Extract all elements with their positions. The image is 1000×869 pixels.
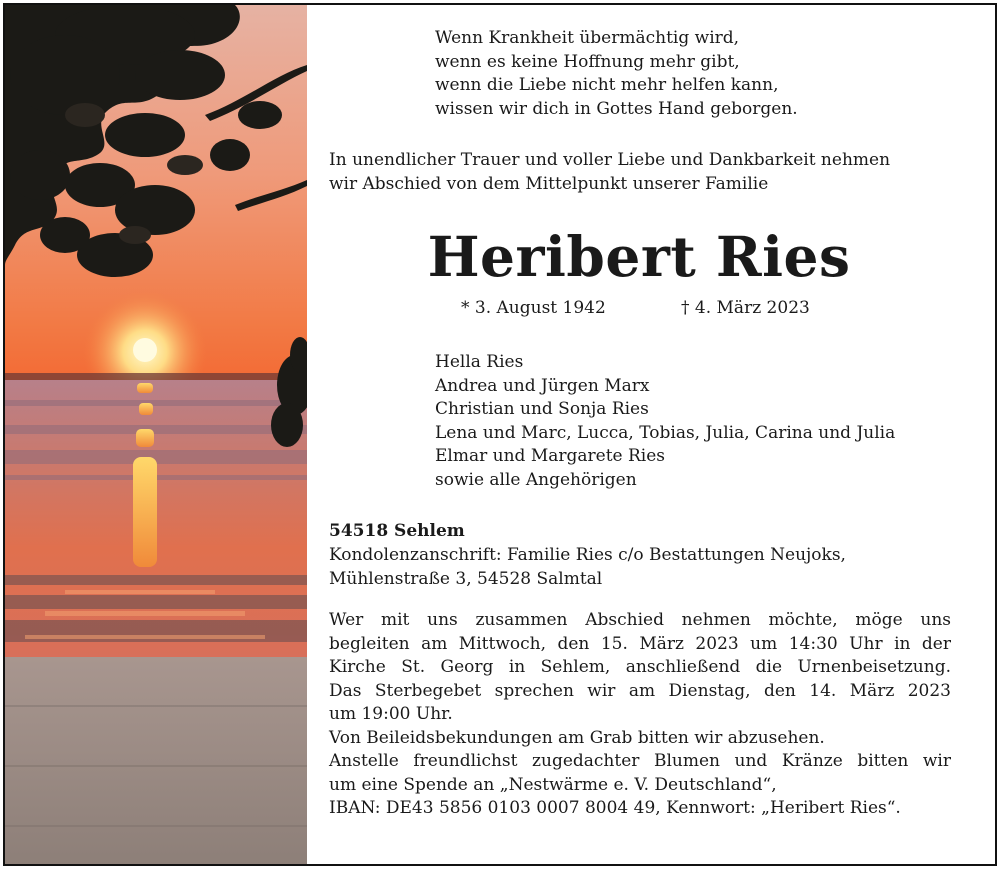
service-line: Kirche St. Georg in Sehlem, anschließend die Urnenbeisetzung. [329, 657, 951, 677]
intro-text [329, 149, 969, 196]
birth-date: * 3. August 1942 [461, 298, 606, 318]
mourner: Lena und Marc, Lucca, Tobias, Julia, Carina und Julia [435, 422, 896, 443]
service-line: um 19:00 Uhr. [329, 704, 453, 724]
service-line: um eine Spende an „Nestwärme e. V. Deutschland“, [329, 774, 777, 795]
sunset-image [5, 5, 307, 866]
notice-text [329, 5, 959, 866]
poem [435, 27, 798, 121]
condolence-address [329, 544, 846, 591]
mourner: sowie alle Angehörigen [435, 469, 637, 490]
mourner: Christian und Sonja Ries [435, 399, 649, 419]
mourner: Elmar und Margarete Ries [435, 446, 666, 466]
sunset-photo [5, 5, 307, 866]
obituary-notice [3, 3, 997, 866]
poem-line: Wenn Krankheit übermächtig wird, [435, 28, 740, 48]
service-line: IBAN: DE43 5856 0103 0007 8004 49, Kennwort: „Heribert Ries“. [329, 798, 901, 818]
intro-line: In unendlicher Trauer und voller Liebe und Dankbarkeit nehmen [329, 150, 891, 170]
address-line: Kondolenzanschrift: Familie Ries c/o Bestattungen Neujoks, [329, 545, 846, 565]
address-line: Mühlenstraße 3, 54528 Salmtal [329, 568, 603, 589]
service-details [329, 609, 951, 821]
mourner: Hella Ries [435, 352, 524, 372]
mourner: Andrea und Jürgen Marx [435, 375, 650, 396]
poem-line: wissen wir dich in Gottes Hand geborgen. [435, 98, 798, 119]
service-line: Wer mit uns zusammen Abschied nehmen möchte, möge uns [329, 610, 951, 630]
service-line: Anstelle freundlichst zugedachter Blumen und Kränze bitten wir [329, 751, 951, 771]
deceased-name: Heribert Ries [427, 224, 851, 289]
poem-line: wenn die Liebe nicht mehr helfen kann, [435, 75, 779, 95]
intro-line: wir Abschied von dem Mittelpunkt unserer Familie [329, 173, 769, 194]
death-date: † 4. März 2023 [681, 298, 810, 318]
service-line: Von Beileidsbekundungen am Grab bitten wir abzusehen. [329, 727, 825, 748]
poem-line: wenn es keine Hoffnung mehr gibt, [435, 51, 740, 72]
service-line: begleiten am Mittwoch, den 15. März 2023 um 14:30 Uhr in der [329, 633, 951, 654]
service-line: Das Sterbegebet sprechen wir am Dienstag, den 14. März 2023 [329, 680, 951, 701]
location: 54518 Sehlem [329, 521, 465, 541]
mourners-list [435, 351, 895, 492]
